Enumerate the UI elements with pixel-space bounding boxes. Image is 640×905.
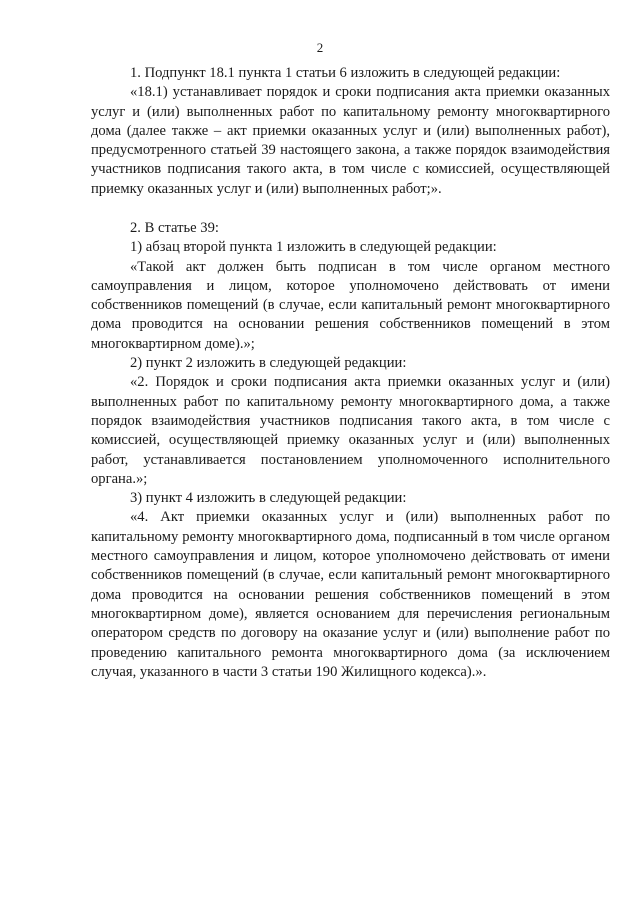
amendment-paragraph: 1) абзац второй пункта 1 изложить в следующей редакции: — [130, 239, 497, 256]
amendment-paragraph: 1. Подпункт 18.1 пункта 1 статьи 6 изложить в следующей редакции: — [130, 65, 561, 81]
quoted-paragraph: «Такой акт должен быть подписан в том числе органом местного самоуправления и лицом, которое уполномочено действовать от имени собственников помещений (в случае, если капитальный ремонт многоквартирного дома проводится на основании решения собственников помещений в этом многоквартирном доме).»; — [91, 258, 610, 352]
quoted-paragraph: «18.1) устанавливает порядок и сроки подписания акта приемки оказанных услуг и (или) выполненных работ по капитальному ремонту многоквартирного дома (далее также – акт приемки оказанных услуг и (или) выполненных работ), предусмотренного статьей 39 настоящего закона, а также порядок взаимодействия участников подписания такого акта, в том числе с комиссией, осуществляющей приемку оказанных услуг и (или) выполненных работ;». — [91, 84, 610, 197]
section-2 — [91, 219, 610, 682]
quoted-paragraph: «2. Порядок и сроки подписания акта приемки оказанных услуг и (или) выполненных работ по капитальному ремонту многоквартирного дома, а также порядок взаимодействия участников подписания такого акта, в том числе с комиссией, осуществляющей приемку оказанных услуг и (или) выполненных работ, устанавливается постановлением уполномоченного исполнительного органа.»; — [91, 374, 610, 487]
quoted-paragraph: «4. Акт приемки оказанных услуг и (или) выполненных работ по капитальному ремонту многоквартирного дома, подписанный в том числе органом местного самоуправления и лицом, которое уполномочено действовать от имени собственников помещений (в случае, если капитальный ремонт многоквартирного дома проводится на основании решения собственников помещений в этом многоквартирном доме), является основанием для перечисления региональным оператором средств по договору на оказание услуг и (или) выполнение работ по проведению капитального ремонта многоквартирного дома (за исключением случая, указанного в части 3 статьи 190 Жилищного кодекса).». — [91, 509, 610, 680]
amendment-paragraph: 3) пункт 4 изложить в следующей редакции: — [130, 490, 407, 507]
section-1 — [91, 64, 610, 199]
amendment-paragraph: 2) пункт 2 изложить в следующей редакции: — [130, 355, 407, 372]
section-heading: 2. В статье 39: — [130, 220, 219, 236]
page-number: 2 — [316, 40, 324, 55]
